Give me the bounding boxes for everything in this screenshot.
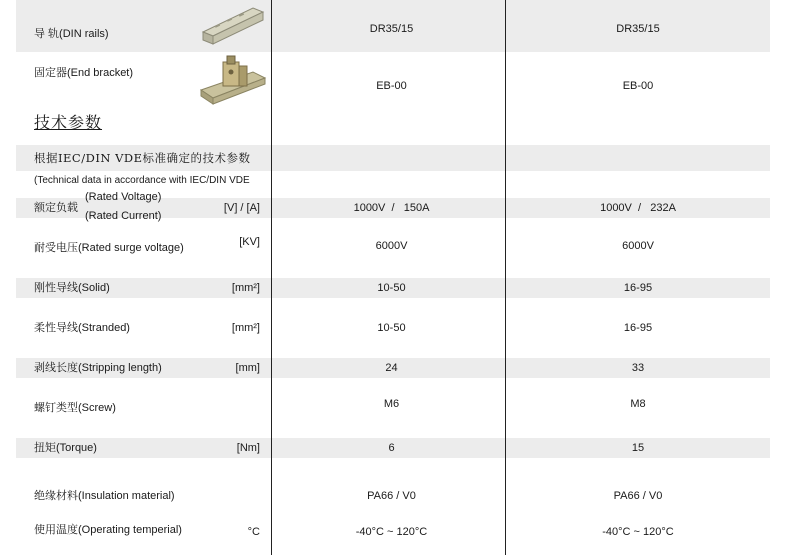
row-unit: °C	[247, 526, 260, 538]
row-label: 使用温度(Operating temperial)	[34, 524, 182, 536]
column-divider-left	[271, 0, 272, 555]
din-rail-image	[201, 6, 265, 46]
standard-title: 根据IEC/DIN VDE标准确定的技术参数	[34, 151, 251, 165]
rated-current-label: (Rated Current)	[85, 210, 162, 222]
row-col2: M8	[630, 398, 646, 410]
rated-col2: 1000V / 232A	[600, 202, 676, 214]
row-col2: PA66 / V0	[613, 490, 663, 502]
rated-voltage-label: (Rated Voltage)	[85, 191, 162, 203]
row-label: 耐受电压(Rated surge voltage)	[34, 242, 184, 254]
row-label: 绝缘材料(Insulation material)	[34, 490, 175, 502]
standard-subtitle: (Technical data in accordance with IEC/DIN VDE	[34, 175, 250, 186]
row-label: 柔性导线(Stranded)	[34, 322, 130, 334]
rated-col1: 1000V / 150A	[353, 202, 430, 214]
end-bracket-col1: EB-00	[376, 80, 407, 92]
technical-parameters-heading: 技术参数	[34, 115, 103, 132]
row-unit: [mm²]	[231, 322, 260, 334]
row-col2: 16-95	[623, 282, 653, 294]
end-bracket-label: 固定器(End bracket)	[34, 67, 134, 79]
row-col1: 10-50	[377, 322, 406, 334]
row-label: 扭矩(Torque)	[34, 442, 97, 454]
end-bracket-image	[197, 52, 269, 108]
din-rail-col1: DR35/15	[369, 23, 414, 35]
row-col1: -40°C ~ 120°C	[355, 526, 428, 538]
end-bracket-col2: EB-00	[622, 80, 654, 92]
row-col1: M6	[383, 398, 400, 410]
row-col2: 6000V	[622, 240, 654, 252]
row-col2: 33	[631, 362, 645, 374]
row-label: 螺钉类型(Screw)	[34, 402, 116, 414]
row-unit: [mm²]	[231, 282, 260, 294]
row-col1: 6	[388, 442, 395, 454]
row-label: 剥线长度(Stripping length)	[34, 362, 162, 374]
row-col1: PA66 / V0	[367, 490, 416, 502]
din-rail-col2: DR35/15	[616, 23, 660, 35]
row-col2: 16-95	[623, 322, 653, 334]
row-label: 刚性导线(Solid)	[34, 282, 110, 294]
row-col2: -40°C ~ 120°C	[602, 526, 674, 538]
row-col2: 15	[631, 442, 645, 454]
rated-label: 额定负载	[34, 202, 78, 214]
row-unit: [Nm]	[236, 442, 260, 454]
row-col1: 24	[385, 362, 398, 374]
row-col1: 10-50	[377, 282, 406, 294]
row-col1: 6000V	[375, 240, 408, 252]
rated-unit: [V] / [A]	[223, 202, 260, 214]
row-unit: [KV]	[239, 236, 260, 248]
row-unit: [mm]	[235, 362, 260, 374]
din-rail-label: 导 轨(DIN rails)	[34, 28, 109, 40]
